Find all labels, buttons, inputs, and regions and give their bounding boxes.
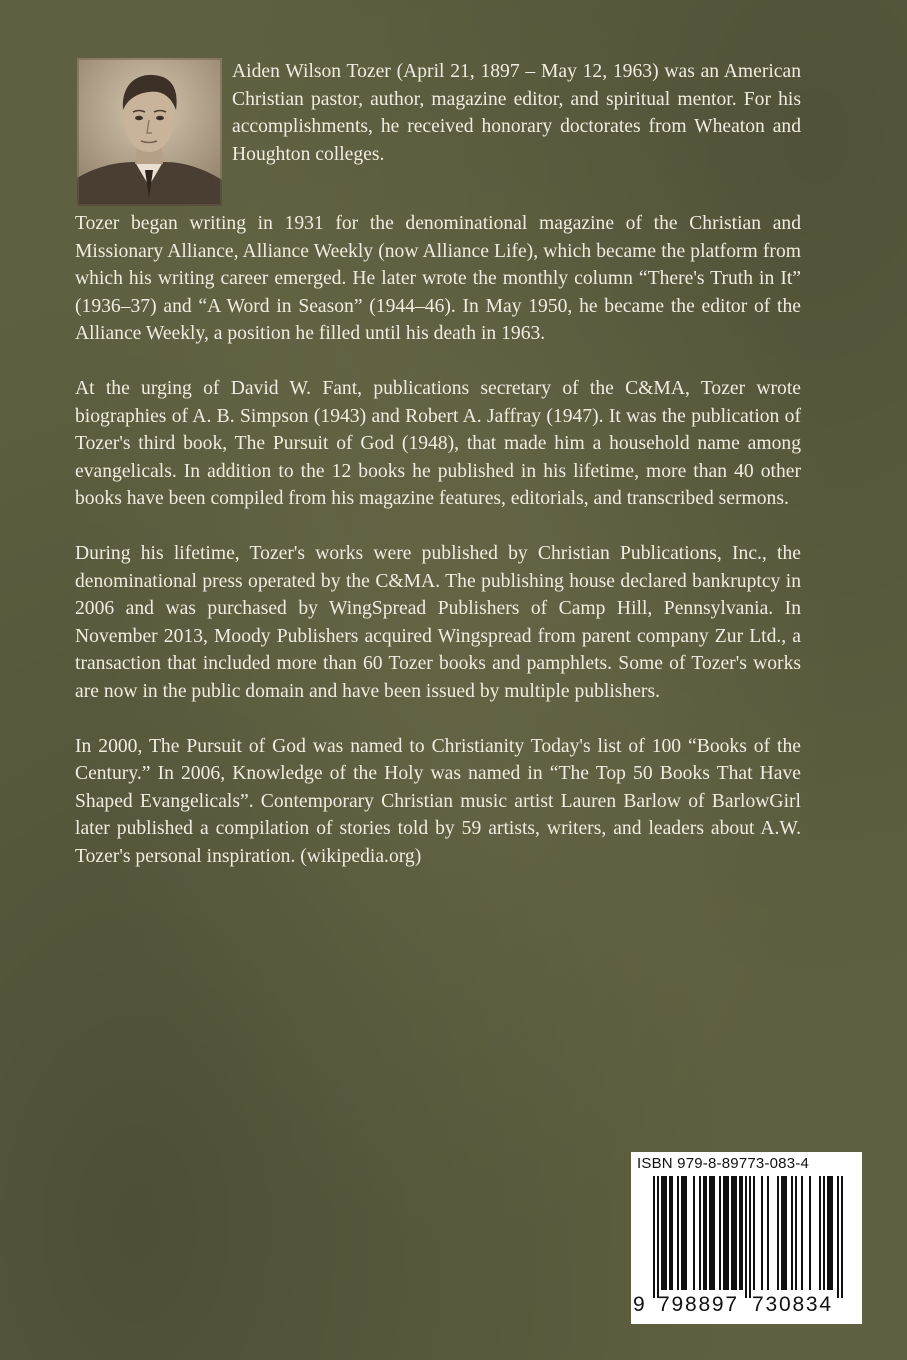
barcode-bar — [703, 1176, 705, 1290]
barcode-bar — [841, 1176, 843, 1298]
barcode-bar — [783, 1176, 785, 1290]
barcode-bar — [681, 1176, 683, 1290]
barcode-bar — [713, 1176, 715, 1290]
portrait-icon — [77, 58, 222, 206]
barcode-bar — [785, 1176, 787, 1290]
barcode-bar — [669, 1176, 671, 1290]
barcode-bar — [733, 1176, 735, 1290]
barcode-bar — [685, 1176, 687, 1290]
barcode-bar — [831, 1176, 833, 1290]
barcode-bar — [745, 1176, 747, 1298]
barcode-bar — [709, 1176, 711, 1290]
barcode-icon — [631, 1176, 862, 1298]
bio-paragraph-publishers: During his lifetime, Tozer's works were published by Christian Publications, Inc., the denominational press operated by the C&MA. The publishing house declared bankruptcy in 2006 and was purchased by WingSpread Publishers of Camp Hill, Pennsylvania. In November 2013, Moody Publishers acquired Wingspread from parent company Zur Ltd., a transaction that included more than 60 Tozer books and pamphlets. Some of Tozer's works are now in the public domain and have been issued by multiple publishers. — [75, 543, 801, 702]
barcode-bar — [801, 1176, 803, 1290]
barcode-bar — [677, 1176, 679, 1290]
barcode-bar — [657, 1176, 659, 1298]
bio-paragraph-books: At the urging of David W. Fant, publications secretary of the C&MA, Tozer wrote biographies of A. B. Simpson (1943) and Robert A. Jaffray (1947). It was the publication of Tozer's third book, The Pursuit of God (1948), that made him a household name among evangelicals. In addition to the 12 books he published in his lifetime, more than 40 other books have been compiled from his magazine features, editorials, and transcribed sermons. — [75, 378, 801, 509]
barcode-bar — [809, 1176, 811, 1290]
barcode-bar — [827, 1176, 829, 1290]
barcode-bar — [741, 1176, 743, 1290]
barcode-bar — [725, 1176, 727, 1290]
barcode-bar — [665, 1176, 667, 1290]
bio-paragraph-intro: Aiden Wilson Tozer (April 21, 1897 – May 12, 1963) was an American Christian pastor, author, magazine editor, and spiritual mentor. For his accomplishments, he received honorary doctorates from Wheaton and Houghton colleges. — [232, 61, 801, 165]
barcode-bar — [711, 1176, 713, 1290]
barcode-bar — [761, 1176, 763, 1290]
barcode-bar — [735, 1176, 737, 1290]
barcode-bar — [699, 1176, 701, 1290]
barcode-bar — [829, 1176, 831, 1290]
author-portrait-photo — [77, 58, 222, 206]
isbn-barcode-box — [631, 1152, 862, 1324]
isbn-digits-right: 730834 — [752, 1293, 833, 1316]
barcode-bar — [661, 1176, 663, 1290]
isbn-digit-first: 9 — [633, 1293, 647, 1316]
barcode-bar — [819, 1176, 821, 1290]
barcode-bar — [767, 1176, 769, 1290]
bio-paragraph-legacy: In 2000, The Pursuit of God was named to Christianity Today's list of 100 “Books of the Century.” In 2006, Knowledge of the Holy was named in “The Top 50 Books That Have Shaped Evangelicals”. Contemporary Christian music artist Lauren Barlow of BarlowGirl later published a compilation of stories told by 59 artists, writers, and leaders about A.W. Tozer's personal inspiration. (wikipedia.org) — [75, 735, 801, 867]
barcode-bar — [753, 1176, 755, 1290]
barcode-bar — [663, 1176, 665, 1290]
back-cover-text — [75, 58, 801, 870]
barcode-bar — [723, 1176, 725, 1290]
barcode-bar — [671, 1176, 673, 1290]
bio-paragraph-writing-career: Tozer began writing in 1931 for the denominational magazine of the Christian and Missionary Alliance, Alliance Weekly (now Alliance Life), which became the platform from which his writing career emerged. He later wrote the monthly column “There's Truth in It” (1936–37) and “A Word in Season” (1944–46). In May 1950, he became the editor of the Alliance Weekly, a position he filled until his death in 1963. — [75, 213, 801, 344]
barcode-bar — [705, 1176, 707, 1290]
barcode-bar — [823, 1176, 825, 1290]
barcode-bar — [777, 1176, 779, 1290]
barcode-bar — [749, 1176, 751, 1298]
barcode-bar — [719, 1176, 721, 1290]
barcode-bar — [791, 1176, 793, 1290]
barcode-bar — [781, 1176, 783, 1290]
barcode-bar — [727, 1176, 729, 1290]
isbn-digits-left: 798897 — [658, 1293, 739, 1316]
barcode-bar — [731, 1176, 733, 1290]
barcode-bar — [795, 1176, 797, 1290]
barcode-bar — [739, 1176, 741, 1290]
barcode-bar — [837, 1176, 839, 1298]
isbn-label: ISBN 979-8-89773-083-4 — [637, 1155, 810, 1172]
barcode-bar — [683, 1176, 685, 1290]
barcode-bar — [653, 1176, 655, 1298]
barcode-bar — [693, 1176, 695, 1290]
